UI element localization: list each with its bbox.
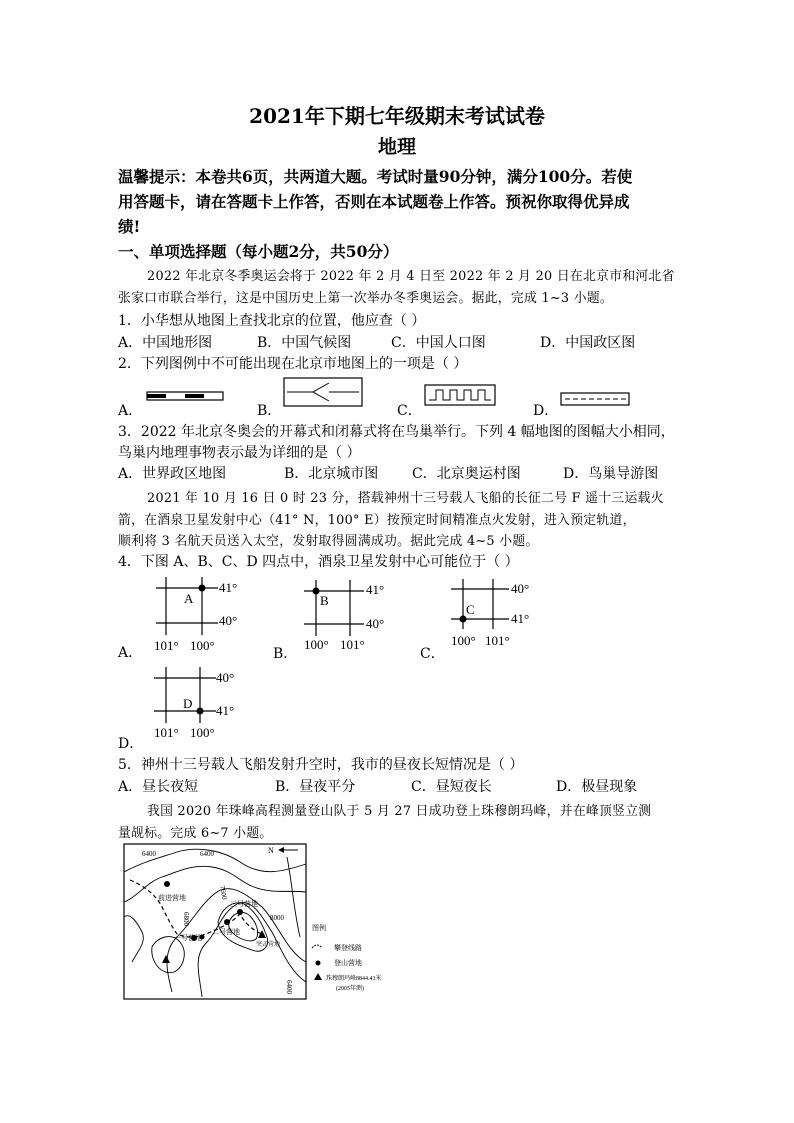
grid-a-lat-top: 41°	[219, 580, 238, 595]
q3-option-d[interactable]: D．鸟巢导游图	[563, 466, 659, 482]
camp-label-2: 二号营地	[212, 928, 240, 936]
grid-b-lon-left: 100°	[304, 637, 329, 652]
q4-option-c[interactable]: C．	[420, 646, 445, 662]
contour-label-4: 7600	[218, 884, 229, 901]
wall-symbol	[424, 384, 496, 406]
tips-line-1: 温馨提示：本卷共6页，共两道大题。考试时量90分钟，满分100分。若使	[118, 167, 633, 186]
grid-b-lon-right: 101°	[340, 637, 365, 652]
q4-option-b[interactable]: B．	[273, 646, 298, 662]
everest-contour-map	[122, 842, 382, 1002]
border-symbol	[283, 377, 363, 407]
grid-c-lon-right: 101°	[485, 633, 510, 648]
passage3-line-1: 我国 2020 年珠峰高程测量登山队于 5 月 27 日成功登上珠穆朗玛峰，并在峰顶竖立测	[147, 804, 652, 819]
north-label: N	[268, 846, 274, 855]
grid-d-lon-left: 101°	[154, 725, 179, 740]
q3-stem-line-1: 3．2022 年北京冬奥会的开幕式和闭幕式将在鸟巢举行。下列 4 幅地图的图幅大小相同，	[118, 424, 675, 440]
grid-a-lon-right: 100°	[190, 638, 215, 653]
legend-peak: 珠穆朗玛峰8844.43米	[326, 976, 382, 982]
passage2-line-2: 箭，在酒泉卫星发射中心（41° N，100° E）按预定时间精准点火发射，进入预定轨道，	[118, 513, 636, 528]
q4-option-a[interactable]: A．	[118, 645, 143, 661]
passage1-line-1: 2022 年北京冬季奥运会将于 2022 年 2 月 4 日至 2022 年 2 月 20 日在北京市和河北省	[147, 269, 675, 284]
grid-a	[146, 575, 256, 655]
camp-label-advance: 前进营地	[158, 894, 186, 902]
q5-option-c[interactable]: C．昼短夜长	[411, 779, 492, 795]
camp-label-3: 三号营地	[230, 900, 258, 908]
grid-b-lat-bottom: 40°	[366, 616, 385, 631]
grid-a-point-label: A	[184, 591, 194, 606]
tips-line-2: 用答题卡，请在答题卡上作答，否则在本试题卷上作答。预祝你取得优异成	[118, 192, 630, 211]
grid-a-lat-bottom: 40°	[219, 613, 238, 628]
contour-label-5: 8000	[270, 914, 284, 922]
q1-option-c[interactable]: C．中国人口图	[391, 335, 486, 351]
grid-c-lat-top: 40°	[511, 581, 530, 596]
contour-label-3: 6800	[182, 912, 190, 926]
q2-option-a[interactable]: A．	[118, 403, 143, 419]
railway-symbol	[146, 388, 224, 404]
grid-b-lat-top: 41°	[366, 582, 385, 597]
grid-c-lon-left: 100°	[451, 633, 476, 648]
section-heading: 一、单项选择题（每小题2分，共50分）	[118, 242, 399, 261]
q3-option-c[interactable]: C．北京奥运村图	[412, 466, 521, 482]
q1-stem: 1．小华想从地图上查找北京的位置，他应查（ ）	[118, 313, 426, 329]
exam-subject: 地理	[377, 136, 416, 158]
passage2-line-1: 2021 年 10 月 16 日 0 时 23 分，搭载神州十三号载人飞船的长征二号 F 遥十三运载火	[147, 491, 664, 506]
q3-option-a[interactable]: A．世界政区地图	[118, 466, 227, 482]
road-symbol	[560, 391, 630, 407]
q1-option-a[interactable]: A．中国地形图	[118, 335, 213, 351]
legend-camp: 登山营地	[334, 959, 362, 967]
grid-d-lat-top: 40°	[216, 670, 235, 685]
passage3-line-2: 量觇标。完成 6~7 小题。	[118, 826, 273, 841]
q2-option-c[interactable]: C．	[397, 403, 422, 419]
q1-option-b[interactable]: B．中国气候图	[257, 335, 352, 351]
q5-option-a[interactable]: A．昼长夜短	[118, 779, 199, 795]
tips-line-3: 绩!	[118, 217, 141, 236]
grid-c-lat-bottom: 41°	[511, 611, 530, 626]
q3-option-b[interactable]: B．北京城市图	[284, 466, 379, 482]
camp-label-assault: 突击营地	[256, 942, 281, 948]
q4-option-d[interactable]: D．	[118, 736, 144, 752]
q4-stem: 4．下图 A、B、C、D 四点中，酒泉卫星发射中心可能位于（ ）	[118, 554, 519, 570]
contour-label-6: 6400	[285, 980, 293, 994]
q5-option-b[interactable]: B．昼夜平分	[275, 779, 356, 795]
q5-option-d[interactable]: D．极昼现象	[556, 779, 638, 795]
grid-d-lat-bottom: 41°	[216, 703, 235, 718]
grid-d-point-label: D	[183, 696, 193, 711]
legend-route: 攀登线路	[334, 944, 362, 952]
passage1-line-2: 张家口市联合举行，这是中国历史上第一次举办冬季奥运会。据此，完成 1~3 小题。	[118, 291, 614, 306]
camp-label-1: 一号营地	[174, 934, 202, 942]
contour-label-1: 6400	[142, 850, 156, 858]
grid-c-point-label: C	[466, 602, 475, 617]
q2-option-b[interactable]: B．	[257, 403, 282, 419]
passage2-line-3: 顺利将 3 名航天员送入太空，发射取得圆满成功。据此完成 4~5 小题。	[118, 534, 539, 549]
exam-title: 2021年下期七年级期末考试试卷	[249, 104, 545, 128]
q2-option-d[interactable]: D．	[533, 403, 559, 419]
q2-stem: 2．下列图例中不可能出现在北京市地图上的一项是（ ）	[118, 356, 468, 372]
legend-peak-year: (2005年测)	[336, 986, 364, 992]
grid-a-lon-left: 101°	[154, 638, 179, 653]
grid-c	[443, 577, 553, 657]
q5-stem: 5．神州十三号载人飞船发射升空时，我市的昼夜长短情况是（ ）	[118, 757, 524, 773]
grid-d-lon-right: 100°	[190, 725, 215, 740]
grid-d	[146, 665, 256, 745]
grid-b	[296, 578, 406, 658]
grid-b-point-label: B	[320, 593, 329, 608]
contour-label-2: 6400	[200, 850, 214, 858]
q1-option-d[interactable]: D．中国政区图	[540, 335, 636, 351]
legend-title: 图例	[312, 924, 326, 932]
q3-stem-line-2: 鸟巢内地理事物表示最为详细的是（ ）	[118, 445, 361, 461]
